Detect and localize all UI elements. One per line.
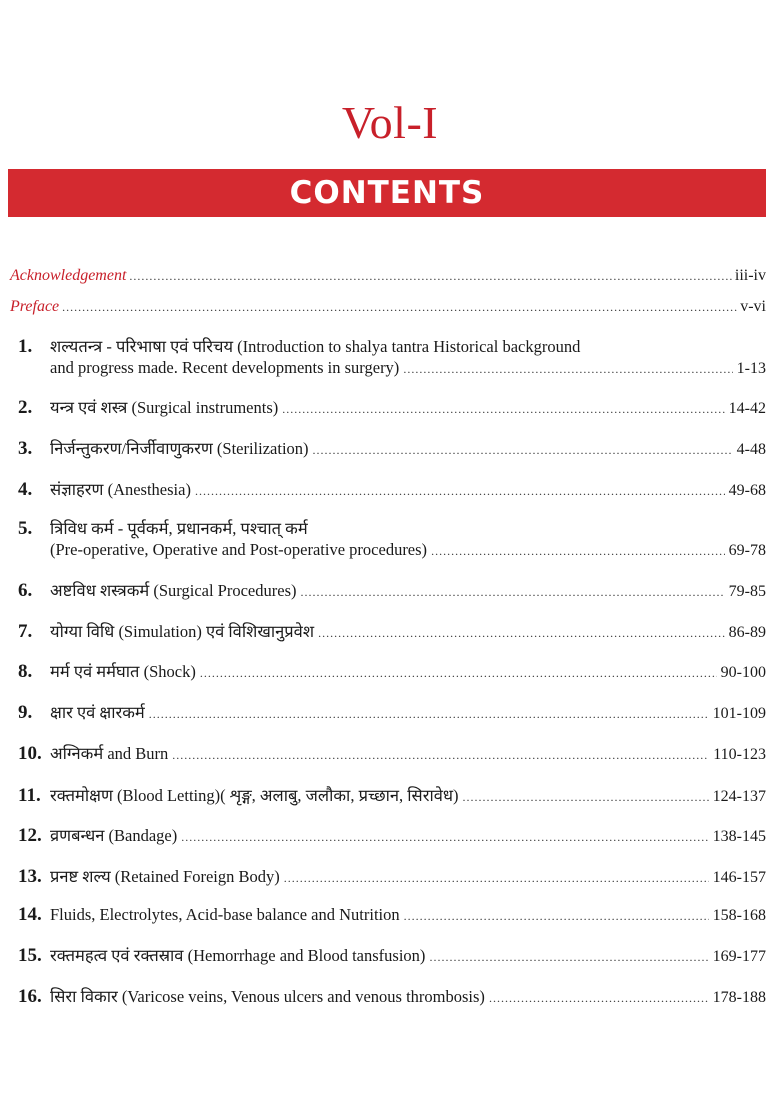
chapter-title-continued: (Pre-operative, Operative and Post-operative procedures) [50,540,428,559]
toc-chapter [18,743,766,766]
chapter-pages: 14-42 [728,400,766,417]
chapter-title: रक्तमहत्व एवं रक्तस्राव (Hemorrhage and Blood tansfusion) [50,946,426,965]
toc-chapter [18,336,766,380]
chapter-pages: 169-177 [712,948,766,965]
dot-leader [404,906,709,927]
toc-chapter [18,518,766,562]
toc-chapter [18,661,766,684]
chapter-title: अग्निकर्म and Burn [50,744,169,763]
chapter-title: रक्तमोक्षण (Blood Letting)( शृङ्ग, अलाबु, जलौका, प्रच्छान, सिरावेध) [50,786,459,805]
toc-chapter [18,438,766,461]
chapter-pages: 146-157 [712,869,766,886]
chapter-number: 5. [18,518,33,539]
chapter-pages: 124-137 [712,788,766,805]
chapter-title: अष्टविध शस्त्रकर्म (Surgical Procedures) [50,581,297,600]
chapter-pages: 49-68 [728,482,766,499]
chapter-number: 8. [18,661,33,682]
contents-banner [8,169,766,217]
chapter-title: मर्म एवं मर्मघात (Shock) [50,662,196,681]
toc-entry-pages: iii-iv [734,267,766,284]
toc-chapter [18,825,766,848]
dot-leader [313,440,733,461]
chapter-pages: 110-123 [713,746,766,763]
chapter-pages: 4-48 [736,441,766,458]
chapter-title: यन्त्र एवं शस्त्र (Surgical instruments) [50,398,279,417]
chapter-number: 14. [18,904,42,925]
chapter-title: त्रिविध कर्म - पूर्वकर्म, प्रधानकर्म, पश्चात् कर्म [50,519,308,538]
dot-leader [463,787,709,808]
toc-chapter [18,866,766,889]
chapter-title-continued: and progress made. Recent developments in surgery) [50,358,400,377]
chapter-title: निर्जन्तुकरण/निर्जीवाणुकरण (Sterilization) [50,439,309,458]
contents-heading: CONTENTS [289,175,485,211]
dot-leader [181,827,708,848]
chapter-number: 1. [18,336,33,357]
chapter-number: 7. [18,621,33,642]
dot-leader [62,297,737,317]
chapter-number: 11. [18,785,41,806]
chapter-title: प्रनष्ट शल्य (Retained Foreign Body) [50,867,280,886]
chapter-number: 15. [18,945,42,966]
chapter-pages: 69-78 [728,542,766,559]
toc-chapter [18,904,766,927]
chapter-pages: 158-168 [712,907,766,924]
dot-leader [200,663,717,684]
chapter-title: शल्यतन्त्र - परिभाषा एवं परिचय (Introduction to shalya tantra Historical background [50,337,581,356]
toc-chapter [18,479,766,502]
chapter-number: 6. [18,580,33,601]
chapter-number: 2. [18,397,33,418]
volume-title: Vol-I [341,97,439,148]
chapter-pages: 178-188 [712,989,766,1006]
chapter-number: 13. [18,866,42,887]
dot-leader [489,988,709,1009]
dot-leader [429,947,708,968]
chapter-number: 16. [18,986,42,1007]
dot-leader [300,582,724,603]
chapter-number: 10. [18,743,42,764]
chapter-title: क्षार एवं क्षारकर्म [50,703,145,722]
chapter-title: योग्या विधि (Simulation) एवं विशिखानुप्रवेश [50,622,315,641]
toc-chapter [18,397,766,420]
toc-entry-pages: v-vi [740,298,766,315]
chapter-pages: 1-13 [736,360,766,377]
dot-leader [431,541,725,562]
toc-entry-preface [10,297,766,317]
chapter-number: 9. [18,702,33,723]
chapter-pages: 86-89 [728,624,766,641]
chapter-pages: 101-109 [712,705,766,722]
chapter-pages: 90-100 [720,664,766,681]
dot-leader [195,481,725,502]
chapter-title: Fluids, Electrolytes, Acid-base balance and Nutrition [50,905,400,924]
chapter-pages: 138-145 [712,828,766,845]
dot-leader [282,399,724,420]
chapter-number: 3. [18,438,33,459]
chapter-number: 12. [18,825,42,846]
dot-leader [149,704,709,725]
dot-leader [172,745,709,766]
toc-chapter [18,785,766,808]
dot-leader [403,359,732,380]
dot-leader [129,266,731,286]
chapter-pages: 79-85 [728,583,766,600]
toc-chapter [18,702,766,725]
toc-chapter [18,986,766,1009]
dot-leader [318,623,725,644]
toc-chapter [18,580,766,603]
dot-leader [284,868,709,889]
toc-entry-label: Preface [10,298,60,315]
chapter-number: 4. [18,479,33,500]
chapter-title: संज्ञाहरण (Anesthesia) [50,480,191,499]
toc-chapter [18,621,766,644]
toc-chapter [18,945,766,968]
chapter-title: सिरा विकार (Varicose veins, Venous ulcers and venous thrombosis) [50,987,485,1006]
chapter-title: व्रणबन्धन (Bandage) [50,826,178,845]
toc-entry-label: Acknowledgement [10,267,127,284]
toc-entry-acknowledgement [10,266,766,286]
